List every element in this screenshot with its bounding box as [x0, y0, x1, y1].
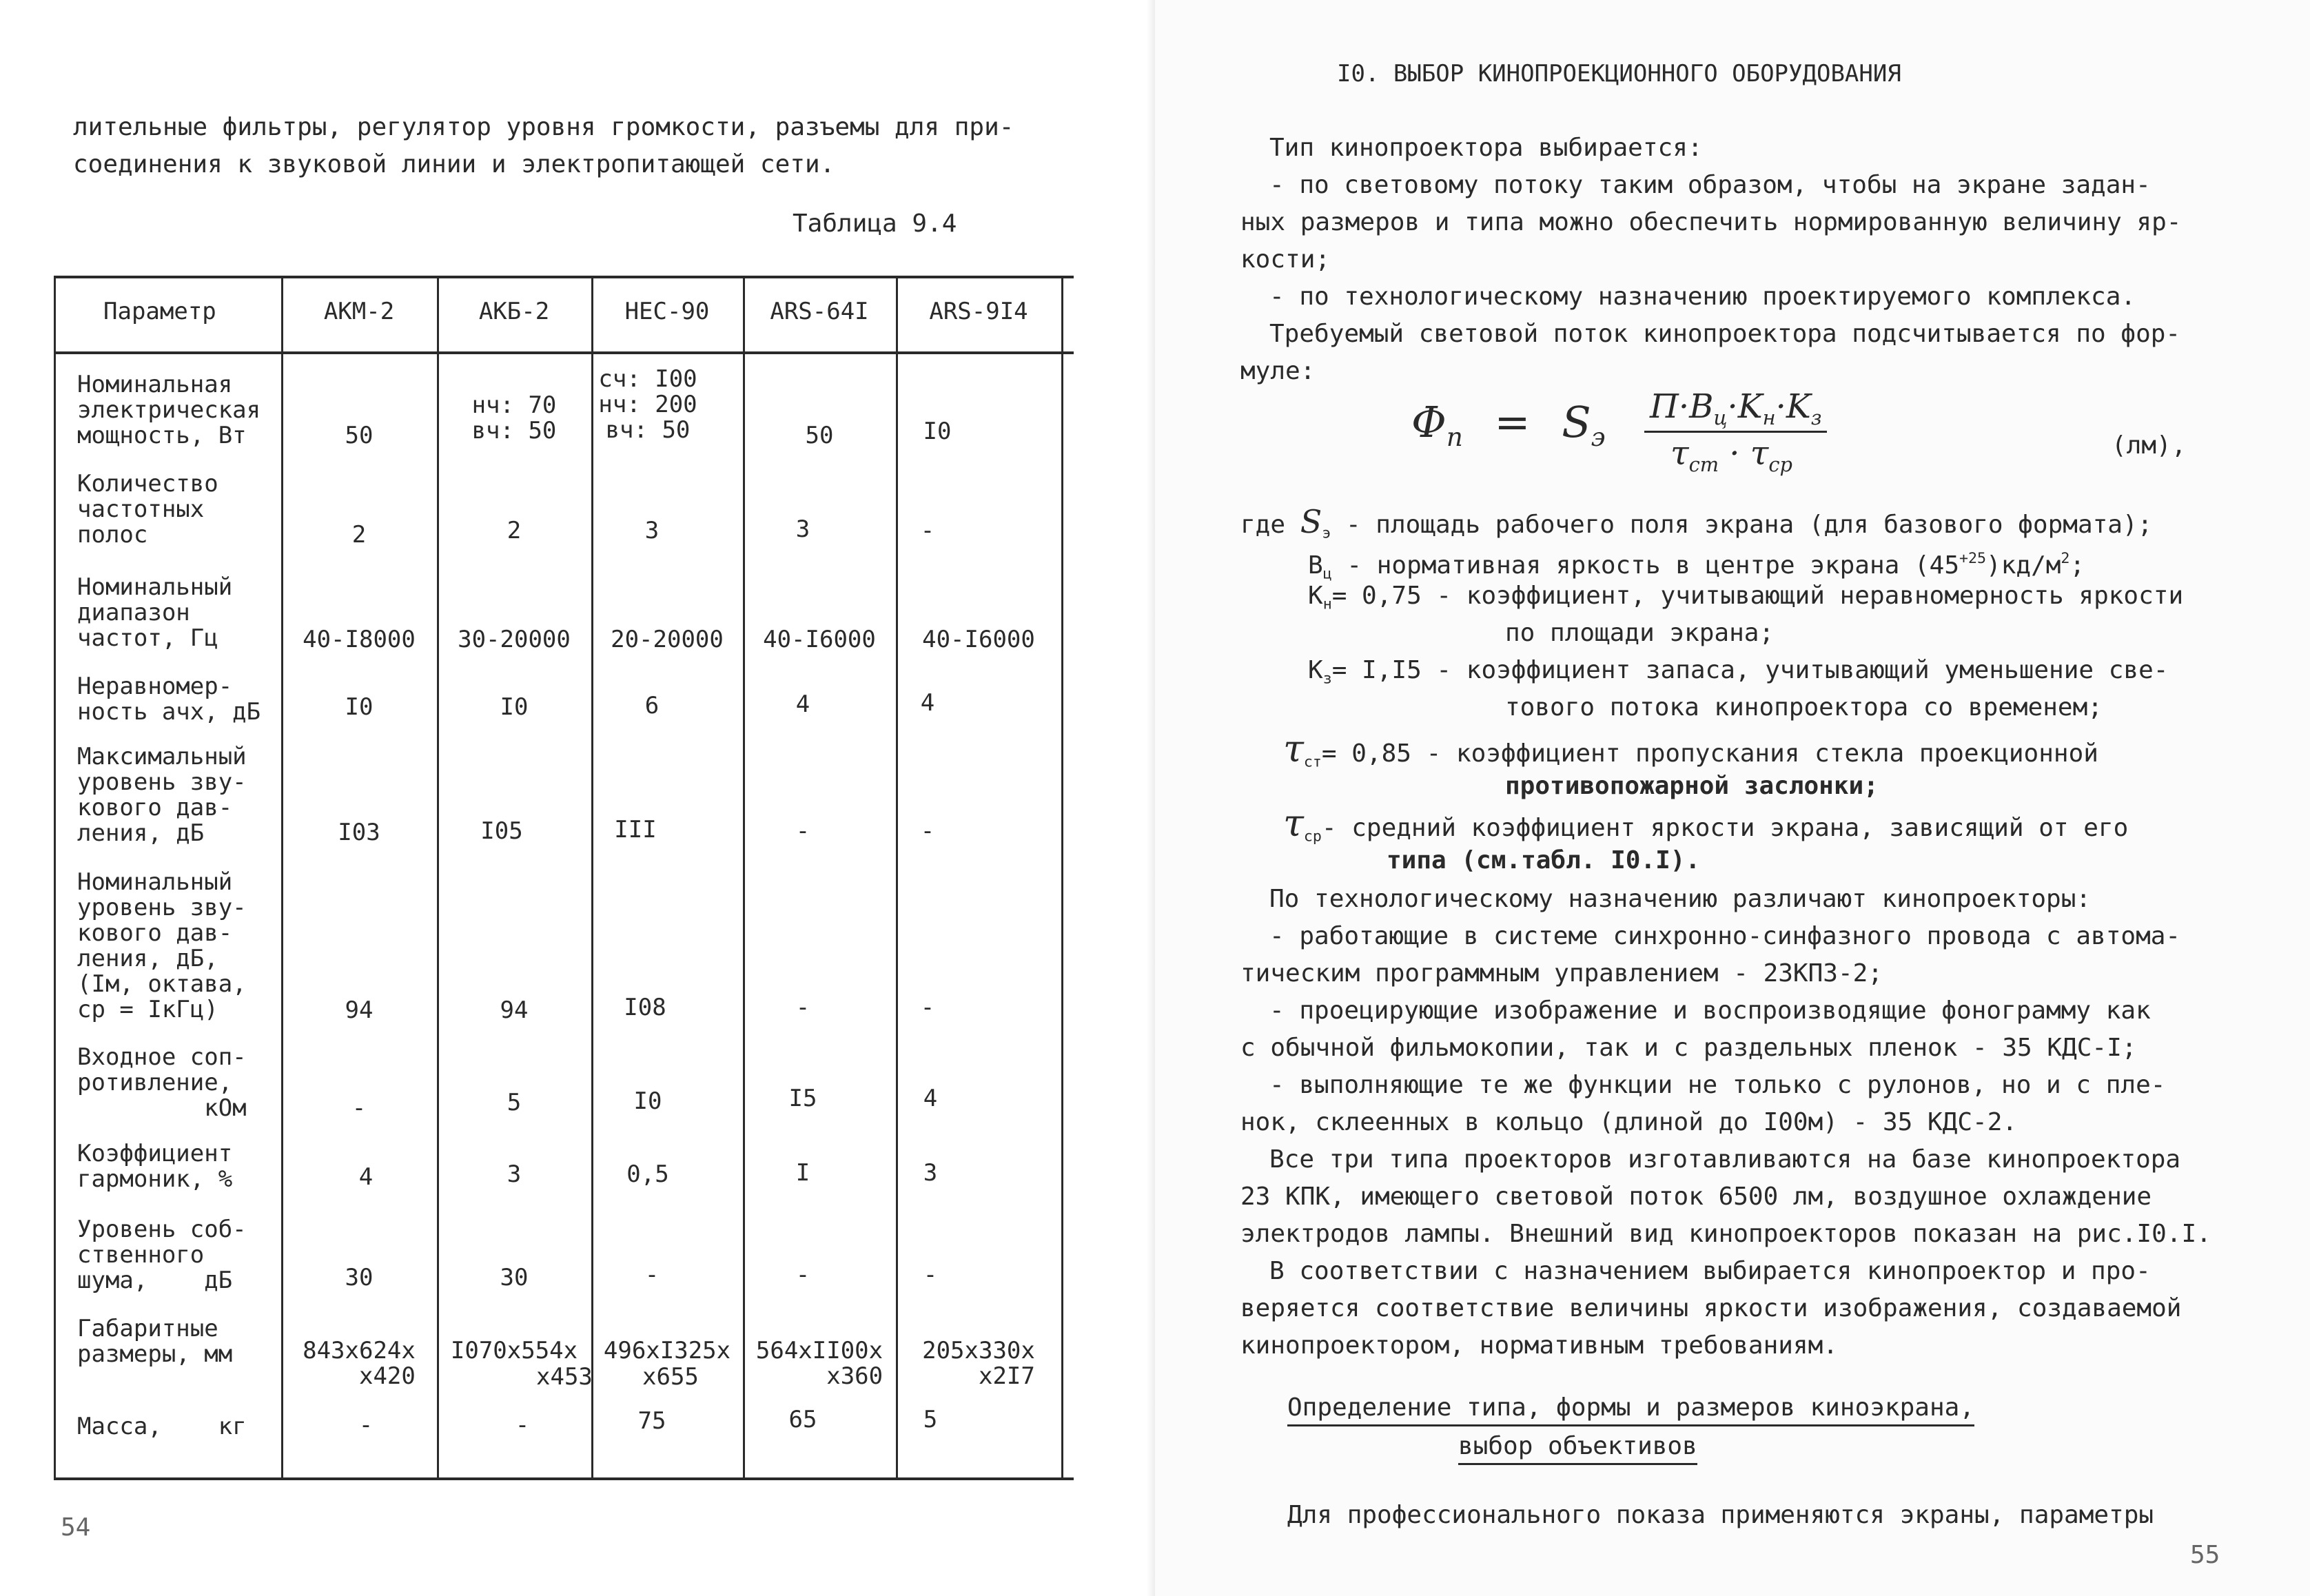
formula-phi-sub: п — [1446, 422, 1463, 453]
table-cell: I0 — [923, 418, 952, 445]
column-divider — [281, 276, 283, 1480]
body-line: муле: — [1240, 357, 1316, 385]
def-tst-cont: противопожарной заслонки; — [1505, 772, 1879, 800]
column-divider — [437, 276, 439, 1480]
table-caption: Таблица 9.4 — [793, 209, 957, 238]
formula-eq: = — [1494, 397, 1531, 447]
table-header-akb2: АКБ-2 — [478, 298, 550, 325]
table-cell: 3 — [795, 515, 810, 543]
table-cell: I05 — [480, 817, 523, 845]
table-cell: нч: 70 вч: 50 — [471, 391, 557, 444]
intro-line-2: соединения к звуковой линии и электропитающей сети. — [73, 150, 835, 178]
right-page — [1155, 0, 2310, 1596]
table-cell: 30 — [345, 1264, 374, 1291]
body-line: - по световому потоку таким образом, чтобы на экране задан- — [1269, 171, 2151, 199]
row-nominal-spl-param: Номинальный уровень зву- кового дав- ления, дБ, (Iм, октава, ср = IкГц) — [77, 868, 247, 1023]
table-cell: 40-I6000 — [763, 626, 876, 653]
spec-table — [54, 276, 1074, 1480]
def-tsr: $\tau_{ср}-$ средний коэффициент яркости экрана, зависящий от его — [1283, 801, 2129, 846]
row-mass-param: Масса, кг — [77, 1413, 247, 1440]
intro-line-1: лительные фильтры, регулятор уровня громкости, разъемы для при- — [73, 113, 1014, 141]
formula-s: S — [1562, 397, 1591, 447]
table-cell: 564xII00x x360 — [755, 1337, 883, 1390]
table-header-akm2: АКМ-2 — [323, 298, 395, 325]
table-cell: I08 — [624, 994, 666, 1021]
table-cell: 75 — [637, 1407, 666, 1435]
column-divider — [743, 276, 745, 1480]
table-cell: III — [614, 816, 657, 843]
body-line: кости; — [1240, 245, 1331, 274]
table-cell: - — [795, 1261, 810, 1289]
table-cell: 2 — [351, 521, 367, 549]
table-header-ars641: ARS-64I — [770, 298, 869, 325]
formula-unit: (лм), — [2112, 431, 2187, 460]
table-cell: I0 — [345, 693, 374, 721]
table-cell: 4 — [920, 689, 935, 717]
table-cell: x453 — [536, 1363, 593, 1391]
body-line: По технологическому назначению различают кинопроекторы: — [1269, 885, 2092, 913]
table-cell: 3 — [507, 1160, 522, 1188]
table-header-param: Параметр — [103, 298, 216, 325]
body-line: Все три типа проекторов изготавливаются на базе кинопроектора — [1269, 1145, 2181, 1174]
table-right-border — [1061, 276, 1063, 1480]
row-range-param: Номинальный диапазон частот, Гц — [77, 573, 233, 652]
body-line: В соответствии с назначением выбирается кинопроектор и про- — [1269, 1257, 2151, 1285]
body-line: ных размеров и типа можно обеспечить нормированную величину яр- — [1240, 208, 2182, 236]
table-cell: 4 — [923, 1085, 938, 1112]
table-cell: I5 — [788, 1085, 817, 1112]
table-header-hec90: НЕС-90 — [624, 298, 710, 325]
row-bands-param: Количество частотных полос — [77, 470, 218, 549]
page-number-left: 54 — [61, 1513, 91, 1542]
table-cell: 94 — [500, 996, 529, 1024]
table-cell: - — [351, 1094, 367, 1122]
table-cell: - — [644, 1261, 660, 1289]
body-line: Тип кинопроектора выбирается: — [1269, 134, 1703, 162]
table-header-rule — [54, 351, 1074, 354]
body-line: электродов лампы. Внешний вид кинопроекторов показан на рис.I0.I. — [1240, 1220, 2211, 1248]
body-line: 23 КПК, имеющего световой поток 6500 лм, воздушное охлаждение — [1240, 1183, 2152, 1211]
formula-numerator: $П\cdot B_ц\cdot K_н\cdot K_з$ — [1644, 387, 1827, 433]
body-line-last: Для профессионального показа применяются экраны, параметры — [1287, 1501, 2154, 1529]
table-cell: 5 — [507, 1089, 522, 1116]
table-cell: 50 — [345, 422, 374, 449]
body-line: - проецирующие изображение и воспроизводящие фонограмму как — [1269, 996, 2151, 1025]
def-b: $B_ц$ - нормативная яркость в центре экрана $(45^{+25})кд/м^2$; — [1308, 550, 2085, 583]
column-divider — [591, 276, 593, 1480]
table-cell: I0 — [633, 1087, 662, 1115]
formula-denominator: $\tau_{ст} \cdot \tau_{ср}$ — [1670, 434, 1792, 477]
table-cell: сч: I00 нч: 200 вч: 50 — [598, 365, 697, 444]
table-cell: 30-20000 — [458, 626, 571, 653]
row-impedance-param: Входное соп- ротивление, кОм — [77, 1043, 247, 1122]
def-kz: $K_з= I,I5$ - коэффициент запаса, учитывающий уменьшение све- — [1308, 656, 2169, 688]
table-cell: - — [920, 817, 935, 845]
table-cell: 40-I6000 — [922, 626, 1035, 653]
chapter-heading: I0. ВЫБОР КИНОПРОЕКЦИОННОГО ОБОРУДОВАНИЯ — [1337, 60, 1901, 88]
table-cell: I070x554x — [450, 1337, 578, 1364]
table-cell: 3 — [644, 517, 660, 544]
row-dimensions-param: Габаритные размеры, мм — [77, 1315, 233, 1368]
table-header-ars914: ARS-9I4 — [929, 298, 1028, 325]
body-line: - по технологическому назначению проектируемого комплекса. — [1269, 283, 2136, 311]
table-cell: - — [358, 1411, 374, 1439]
table-cell: 40-I8000 — [303, 626, 416, 653]
body-line: кинопроектором, нормативным требованиям. — [1240, 1331, 1838, 1360]
table-cell: 30 — [500, 1264, 529, 1291]
luminous-flux-formula — [1411, 397, 1606, 452]
table-left-border — [54, 276, 56, 1480]
table-cell: 0,5 — [626, 1160, 669, 1188]
table-cell: I0 — [500, 693, 529, 721]
body-line: - выполняющие те же функции не только с рулонов, но и с пле- — [1269, 1071, 2166, 1099]
row-power-param: Номинальная электрическая мощность, Вт — [77, 371, 261, 449]
body-line: веряется соответствие величины яркости изображения, создаваемой — [1240, 1294, 2182, 1322]
table-bottom-rule — [54, 1477, 1074, 1480]
row-thd-param: Коэффициент гармоник, % — [77, 1140, 233, 1193]
row-max-spl-param: Максимальный уровень зву- кового дав- ления, дБ — [77, 743, 247, 847]
column-divider — [896, 276, 898, 1480]
table-cell: 843x624x x420 — [303, 1337, 416, 1390]
table-cell: 20-20000 — [611, 626, 724, 653]
formula-s-sub: э — [1591, 422, 1606, 453]
subheading-line-2: выбор объективов — [1458, 1428, 1697, 1465]
body-line: нок, склеенных в кольцо (длиной до I00м) - 35 КДС-2. — [1240, 1108, 2018, 1136]
table-cell: 4 — [795, 690, 810, 718]
table-cell: 94 — [345, 996, 374, 1024]
row-noise-param: Уровень соб- ственного шума, дБ — [77, 1216, 247, 1294]
def-tst: $\tau_{ст}= 0,85$ - коэффициент пропускания стекла проекционной — [1283, 727, 2098, 771]
def-kz-cont: тового потока кинопроектора со временем; — [1505, 693, 2103, 722]
formula-phi: Φ — [1411, 397, 1447, 447]
page-number-right: 55 — [2190, 1541, 2220, 1569]
table-cell: - — [920, 517, 935, 544]
table-cell: 65 — [788, 1406, 817, 1433]
body-line: Требуемый световой поток кинопроектора подсчитывается по фор- — [1269, 320, 2181, 348]
row-ripple-param: Неравномер- ность ачх, дБ — [77, 673, 261, 726]
table-cell: 6 — [644, 692, 660, 719]
table-cell: 2 — [507, 517, 522, 544]
table-cell: 3 — [923, 1159, 938, 1187]
table-cell: 4 — [358, 1163, 374, 1191]
def-kn-cont: по площади экрана; — [1505, 619, 1775, 647]
def-tsr-cont: типа (см.табл. I0.I). — [1387, 846, 1701, 874]
table-cell: 205x330x x2I7 — [922, 1337, 1035, 1390]
def-s: где $S_э$ - площадь рабочего поля экрана (для базового формата); — [1240, 503, 2153, 542]
table-cell: - — [795, 817, 810, 845]
def-kn: $K_н= 0,75$ - коэффициент, учитывающий неравномерность яркости — [1308, 582, 2184, 613]
table-cell: - — [923, 1261, 938, 1289]
body-line: с обычной фильмокопии, так и с раздельных пленок - 35 КДС-I; — [1240, 1034, 2137, 1062]
table-cell: - — [795, 994, 810, 1021]
table-cell: I — [795, 1159, 810, 1187]
table-cell: 5 — [923, 1406, 938, 1433]
table-cell: x655 — [642, 1363, 699, 1391]
table-cell: - — [515, 1411, 530, 1439]
table-cell: - — [920, 994, 935, 1021]
body-line: - работающие в системе синхронно-синфазного провода с автома- — [1269, 922, 2181, 950]
subheading-line-1: Определение типа, формы и размеров киноэкрана, — [1287, 1389, 1974, 1426]
body-line: тическим программным управлением - 23КПЗ-2; — [1240, 959, 1883, 988]
table-cell: 50 — [805, 422, 834, 449]
table-top-rule — [54, 276, 1074, 278]
table-cell: I03 — [338, 819, 380, 846]
table-cell: 496xI325x — [603, 1337, 731, 1364]
